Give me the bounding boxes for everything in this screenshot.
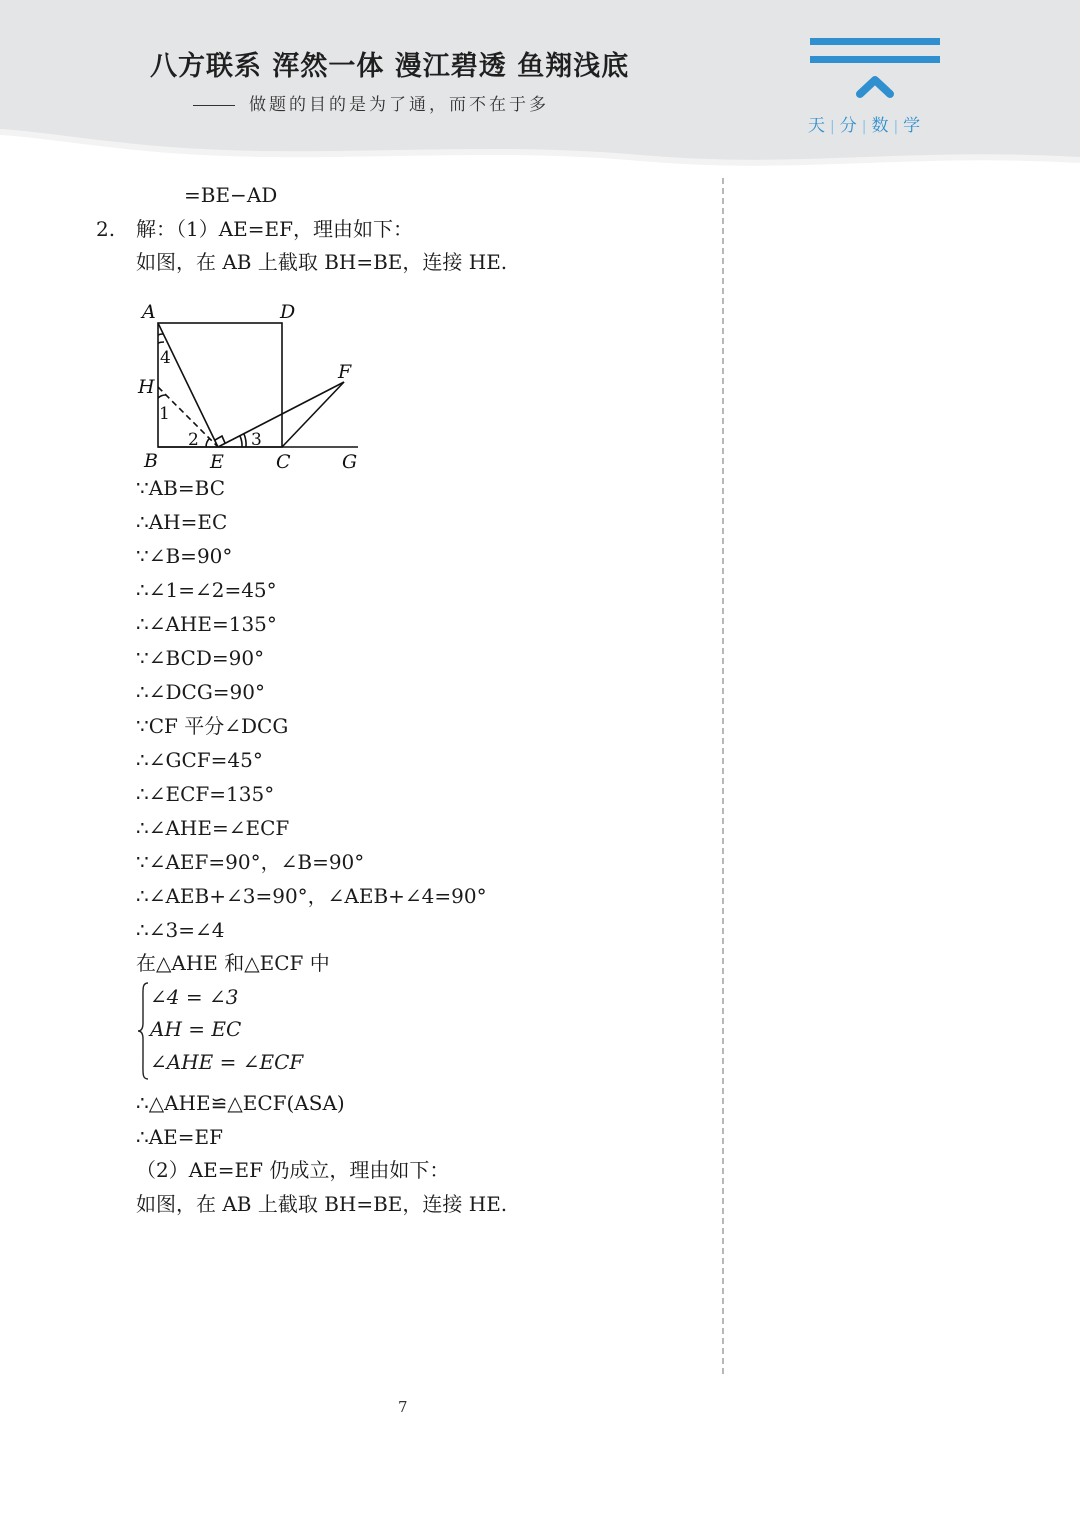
geometry-figure — [136, 298, 396, 473]
right-angle-mark — [215, 436, 225, 443]
text-line: 解：（1）AE=EF，理由如下： — [136, 217, 414, 241]
system-row: ∠4 = ∠3 — [150, 985, 239, 1009]
proof-line: ∴∠1=∠2=45° — [136, 578, 277, 602]
header-motto: 八方联系 浑然一体 漫江碧透 鱼翔浅底 — [150, 51, 630, 82]
brand-separator: | — [830, 119, 836, 135]
label-a: A — [142, 301, 156, 323]
segment-ef — [218, 382, 344, 447]
label-h: H — [138, 376, 155, 398]
proof-line: ∵∠BCD=90° — [136, 646, 265, 670]
brand-separator: | — [893, 119, 900, 135]
angle-label-4: 4 — [160, 348, 171, 368]
proof-line: ∵AB=BC — [136, 476, 225, 500]
brand-name — [808, 111, 942, 136]
label-e: E — [210, 451, 224, 473]
proof-line: ∴∠3=∠4 — [136, 918, 225, 942]
proof-line: ∴∠GCF=45° — [136, 748, 263, 772]
brand-char: 数 — [871, 116, 890, 136]
proof-line: （2）AE=EF 仍成立，理由如下： — [136, 1158, 450, 1182]
proof-line: ∵∠AEF=90°，∠B=90° — [136, 850, 365, 874]
proof-line: 在△AHE 和△ECF 中 — [136, 951, 330, 975]
angle-label-1: 1 — [159, 404, 170, 424]
label-b: B — [144, 450, 158, 472]
proof-line: ∴∠AHE=135° — [136, 612, 277, 636]
system-row: ∠AHE = ∠ECF — [150, 1050, 304, 1074]
proof-line: ∵∠B=90° — [136, 544, 233, 568]
angle-1-arc — [158, 395, 166, 398]
segment-ae — [158, 323, 218, 447]
equation-system — [136, 981, 336, 1081]
label-g: G — [342, 451, 358, 473]
item-number: 2. — [96, 217, 116, 241]
proof-line: ∴△AHE≌△ECF(ASA) — [136, 1091, 345, 1115]
angle-label-2: 2 — [188, 430, 199, 450]
label-d: D — [280, 301, 296, 323]
header-sub-motto — [193, 90, 549, 115]
brand-char: 天 — [808, 116, 826, 136]
text-line: 如图，在 AB 上截取 BH=BE，连接 HE. — [136, 250, 508, 274]
angle-label-3: 3 — [251, 430, 262, 450]
proof-line: 如图，在 AB 上截取 BH=BE，连接 HE. — [136, 1192, 508, 1216]
brand-char: 分 — [839, 116, 858, 136]
angle-4-arc2 — [158, 342, 164, 343]
sub-motto-text: 做题的目的是为了通，而不在于多 — [249, 95, 549, 115]
label-f: F — [338, 361, 352, 383]
label-c: C — [276, 451, 291, 473]
angle-3-arc — [240, 436, 242, 447]
proof-line: ∴∠DCG=90° — [136, 680, 266, 704]
brand-separator: | — [861, 119, 868, 135]
square-abcd — [158, 323, 282, 447]
brand-char: 学 — [903, 116, 922, 136]
page-number: 7 — [398, 1398, 408, 1416]
segment-cf — [282, 382, 344, 447]
proof-line: ∴AE=EF — [136, 1125, 224, 1149]
system-row: AH = EC — [150, 1017, 242, 1041]
angle-3-arc2 — [244, 434, 246, 447]
proof-line: ∵CF 平分∠DCG — [136, 714, 289, 738]
angle-4-arc — [158, 334, 163, 335]
motto-dash — [193, 105, 235, 106]
proof-line: ∴∠AEB+∠3=90°，∠AEB+∠4=90° — [136, 884, 487, 908]
column-divider — [722, 178, 724, 1374]
angle-2-arc — [206, 438, 210, 447]
proof-line: ∴∠AHE=∠ECF — [136, 816, 290, 840]
proof-line: ∴AH=EC — [136, 510, 228, 534]
text-line: =BE−AD — [184, 183, 278, 207]
proof-line: ∴∠ECF=135° — [136, 782, 275, 806]
